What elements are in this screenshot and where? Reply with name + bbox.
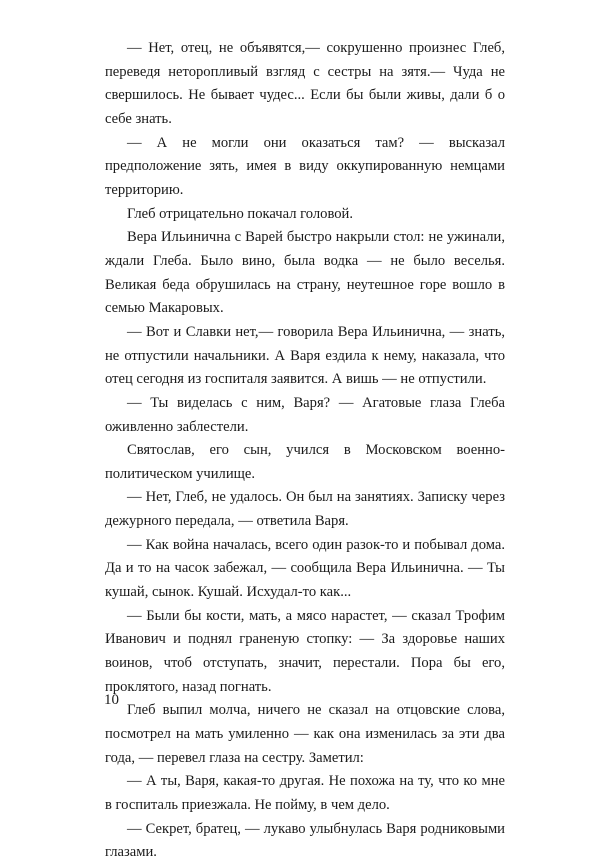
paragraph: — А не могли они оказаться там? — высказал предположение зять, имея в виду оккупированную немцами территорию. <box>105 134 505 198</box>
paragraph: Святослав, его сын, учился в Московском военно-политическом училище. <box>105 442 505 482</box>
paragraph: — Как война началась, всего один разок-то и побывал дома. Да и то на часок забежал, — сообщила Вера Ильинична. — Ты кушай, сынок. Кушай. Исхудал-то как... <box>105 536 505 601</box>
paragraph: — А ты, Варя, какая-то другая. Не похожа на ту, что ко мне в госпиталь приезжала. Не пойму, в чем дело. <box>105 773 505 813</box>
paragraph: Глеб отрицательно покачал головой. <box>127 205 353 222</box>
page-number: 10 <box>104 692 119 708</box>
page-body-text <box>105 37 505 865</box>
paragraph: — Ты виделась с ним, Варя? — Агатовые глаза Глеба оживленно заблестели. <box>105 394 505 435</box>
paragraph: Глеб выпил молча, ничего не сказал на отцовские слова, посмотрел на мать умиленно — как она изменилась за эти два года, — перевел глаза на сестру. Заметил: <box>105 702 505 766</box>
paragraph: — Нет, Глеб, не удалось. Он был на занятиях. Записку через дежурного передала, — ответила Варя. <box>105 489 505 530</box>
paragraph: — Нет, отец, не объявятся,— сокрушенно произнес Глеб, переведя неторопливый взгляд с сестры на зятя.— Чуда не свершилось. Не бывает чудес... Если бы были живы, дали б о себе знать. <box>105 40 505 127</box>
paragraph: — Были бы кости, мать, а мясо нарастет, — сказал Трофим Иванович и поднял граненую стопку: — За здоровье наших воинов, чтоб отступать, значит, перестали. Пора бы его, проклятого, назад погнать. <box>105 607 505 695</box>
paragraph: Вера Ильинична с Варей быстро накрыли стол: не ужинали, ждали Глеба. Было вино, была водка — не было веселья. Великая беда обрушилась на страну, неутешное горе вошло в семью Макаровых. <box>105 229 505 317</box>
paragraph: — Вот и Славки нет,— говорила Вера Ильинична, — знать, не отпустили начальники. А Варя ездила к нему, наказала, что отец сегодня из госпиталя заявится. А вишь — не отпустили. <box>105 323 505 388</box>
paragraph: — Секрет, братец, — лукаво улыбнулась Варя родниковыми глазами. <box>105 820 505 861</box>
